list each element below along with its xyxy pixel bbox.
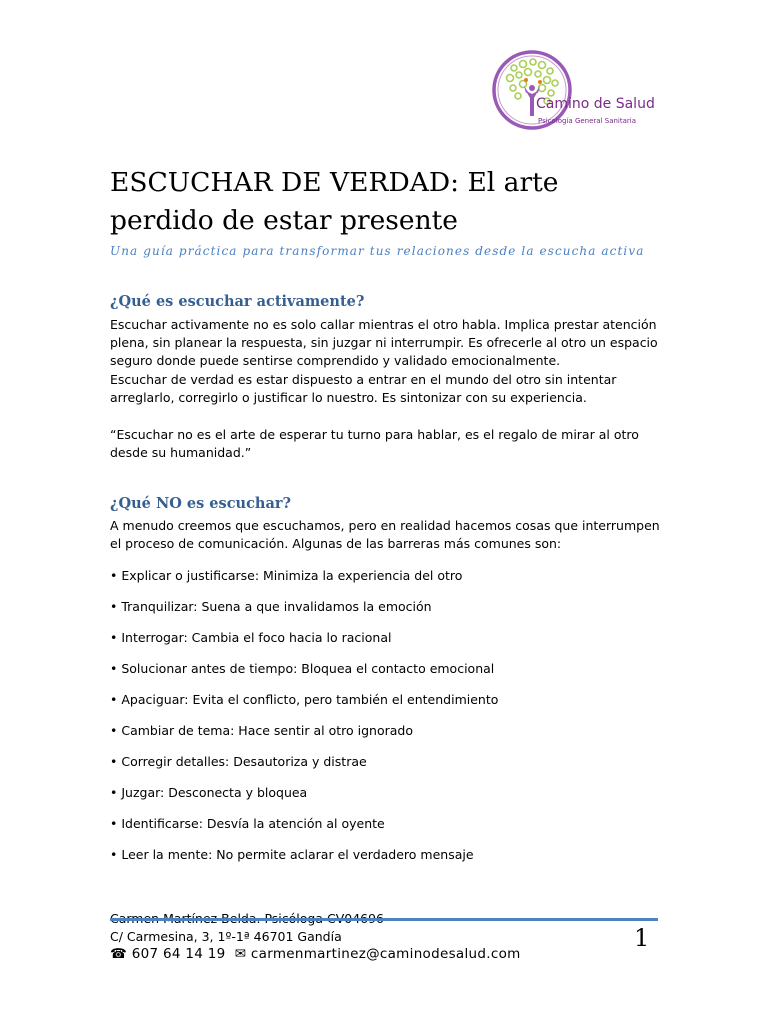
list-item: • Cambiar de tema: Hace sentir al otro ignorado <box>110 723 414 738</box>
list-item: • Interrogar: Cambia el foco hacia lo racional <box>110 630 392 645</box>
logo-brand-name: Camino de Salud <box>536 96 655 112</box>
section1-paragraph-2: Escuchar de verdad es estar dispuesto a entrar en el mundo del otro sin intentar arreglarlo, corregirlo o justificar lo nuestro. Es sintonizar con su experiencia. <box>110 372 617 406</box>
document-title <box>110 164 670 240</box>
email-icon: ✉ <box>234 946 247 962</box>
section-heading-text: ¿Qué es escuchar activamente? <box>110 293 365 310</box>
section-heading-what-is-listening <box>110 293 364 310</box>
footer-address: C/ Carmesina, 3, 1º-1ª 46701 Gandía <box>110 929 342 944</box>
footer-rule <box>110 918 658 921</box>
page-number: 1 <box>634 924 650 952</box>
document-subtitle: Una guía práctica para transformar tus relaciones desde la escucha activa <box>110 244 645 258</box>
list-item: • Tranquilizar: Suena a que invalidamos la emoción <box>110 599 432 614</box>
list-item: • Juzgar: Desconecta y bloquea <box>110 785 308 800</box>
list-item: • Solucionar antes de tiempo: Bloquea el contacto emocional <box>110 661 495 676</box>
barriers-list <box>110 567 498 877</box>
footer-contact <box>110 946 521 962</box>
list-item: • Leer la mente: No permite aclarar el verdadero mensaje <box>110 847 474 862</box>
section-heading-text: ¿Qué NO es escuchar? <box>110 495 291 512</box>
logo-tagline: Psicología General Sanitaria <box>538 117 637 125</box>
phone-icon: ☎ <box>110 946 128 962</box>
list-item: • Corregir detalles: Desautoriza y distrae <box>110 754 367 769</box>
footer-email: carmenmartinez@caminodesalud.com <box>250 946 521 962</box>
section-heading-what-is-not-listening <box>110 495 291 512</box>
section1-paragraph-1: Escuchar activamente no es solo callar mientras el otro habla. Implica prestar atención plena, sin planear la respuesta, sin juzgar ni interrumpir. Es ofrecerle al otro un espacio seguro donde puede sentirse comprendido y validado emocionalmente. <box>110 317 658 369</box>
list-item: • Apaciguar: Evita el conflicto, pero también el entendimiento <box>110 692 499 707</box>
list-item: • Explicar o justificarse: Minimiza la experiencia del otro <box>110 568 463 583</box>
footer-phone: 607 64 14 19 <box>131 946 226 962</box>
document-title-text: ESCUCHAR DE VERDAD: El arte perdido de estar presente <box>110 167 559 236</box>
list-item: • Identificarse: Desvía la atención al oyente <box>110 816 385 831</box>
section1-quote: “Escuchar no es el arte de esperar tu turno para hablar, es el regalo de mirar al otro desde su humanidad.” <box>110 427 639 461</box>
section2-intro: A menudo creemos que escuchamos, pero en realidad hacemos cosas que interrumpen el proceso de comunicación. Algunas de las barreras más comunes son: <box>110 518 660 552</box>
